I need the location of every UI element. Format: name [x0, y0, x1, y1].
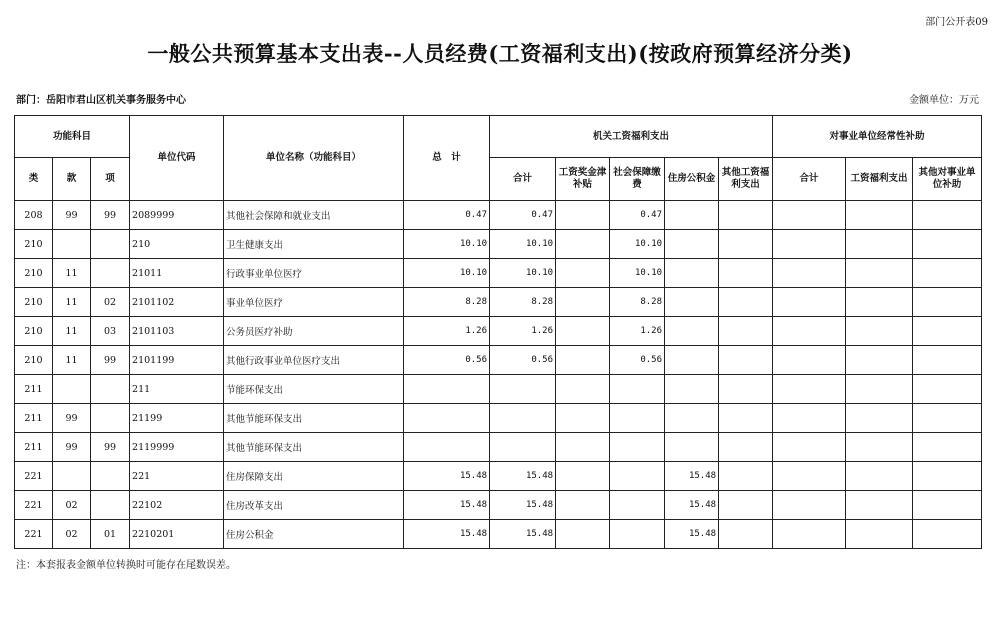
cell-name: 其他节能环保支出: [224, 404, 404, 433]
cell-agency-other: [719, 433, 773, 462]
cell-agency-wage: [556, 288, 610, 317]
cell-agency-other: [719, 317, 773, 346]
table-row: [15, 520, 982, 549]
page-title: 一般公共预算基本支出表--人员经费(工资福利支出)(按政府预算经济分类): [147, 41, 853, 66]
table-row: [15, 201, 982, 230]
cell-agency-housing: [665, 317, 719, 346]
cell-kuan: 11: [53, 259, 91, 288]
cell-total: 8.28: [404, 288, 490, 317]
cell-total: 0.47: [404, 201, 490, 230]
cell-subsidy-wage: [846, 433, 913, 462]
cell-agency-other: [719, 491, 773, 520]
cell-name: 行政事业单位医疗: [224, 259, 404, 288]
table-row: [15, 404, 982, 433]
table-row: [15, 433, 982, 462]
cell-kuan: 99: [53, 433, 91, 462]
cell-agency-social: [610, 404, 665, 433]
header-subsidy-other: 其他对事业单位补助: [913, 158, 982, 201]
cell-agency-social: [610, 520, 665, 549]
cell-subsidy-wage: [846, 375, 913, 404]
cell-agency-sum: 15.48: [490, 520, 556, 549]
table-row: [15, 230, 982, 259]
cell-subsidy-wage: [846, 259, 913, 288]
cell-agency-wage: [556, 259, 610, 288]
cell-agency-social: 10.10: [610, 230, 665, 259]
cell-lei: 211: [15, 375, 53, 404]
cell-agency-housing: [665, 375, 719, 404]
cell-lei: 208: [15, 201, 53, 230]
cell-subsidy-other: [913, 462, 982, 491]
cell-subsidy-wage: [846, 317, 913, 346]
cell-agency-wage: [556, 462, 610, 491]
cell-subsidy-sum: [773, 230, 846, 259]
cell-agency-other: [719, 288, 773, 317]
cell-agency-wage: [556, 433, 610, 462]
header-subsidy-sum: 合计: [773, 158, 846, 201]
cell-agency-housing: [665, 346, 719, 375]
cell-agency-other: [719, 346, 773, 375]
cell-lei: 210: [15, 259, 53, 288]
cell-agency-housing: [665, 404, 719, 433]
header-agency-other: 其他工资福利支出: [719, 158, 773, 201]
cell-subsidy-other: [913, 433, 982, 462]
cell-total: 15.48: [404, 520, 490, 549]
table-body: [15, 201, 982, 549]
cell-agency-sum: [490, 433, 556, 462]
cell-total: [404, 404, 490, 433]
table-row: [15, 259, 982, 288]
cell-kuan: 99: [53, 404, 91, 433]
cell-name: 节能环保支出: [224, 375, 404, 404]
cell-xiang: 99: [91, 433, 130, 462]
cell-name: 住房保障支出: [224, 462, 404, 491]
cell-agency-social: [610, 433, 665, 462]
header-kuan: 款: [53, 158, 91, 201]
cell-xiang: [91, 462, 130, 491]
table-row: [15, 288, 982, 317]
cell-code: 2119999: [130, 433, 224, 462]
cell-subsidy-sum: [773, 317, 846, 346]
cell-kuan: 02: [53, 491, 91, 520]
cell-kuan: 11: [53, 288, 91, 317]
amount-unit-label: 金额单位：万元: [909, 95, 979, 106]
cell-agency-other: [719, 404, 773, 433]
cell-agency-other: [719, 462, 773, 491]
header-subsidy-wage: 工资福利支出: [846, 158, 913, 201]
cell-total: 10.10: [404, 259, 490, 288]
cell-total: 10.10: [404, 230, 490, 259]
cell-agency-other: [719, 230, 773, 259]
cell-agency-sum: 0.47: [490, 201, 556, 230]
cell-xiang: [91, 230, 130, 259]
cell-agency-wage: [556, 230, 610, 259]
cell-subsidy-other: [913, 230, 982, 259]
cell-subsidy-sum: [773, 404, 846, 433]
cell-total: 1.26: [404, 317, 490, 346]
cell-xiang: [91, 491, 130, 520]
cell-agency-other: [719, 375, 773, 404]
cell-subsidy-other: [913, 346, 982, 375]
cell-agency-other: [719, 259, 773, 288]
cell-subsidy-wage: [846, 404, 913, 433]
cell-subsidy-sum: [773, 259, 846, 288]
cell-agency-sum: 8.28: [490, 288, 556, 317]
cell-code: 2101199: [130, 346, 224, 375]
header-total: 总 计: [404, 116, 490, 201]
cell-agency-other: [719, 201, 773, 230]
cell-lei: 221: [15, 491, 53, 520]
header-agency-welfare: 机关工资福利支出: [490, 116, 773, 158]
cell-kuan: [53, 230, 91, 259]
cell-code: 2101102: [130, 288, 224, 317]
cell-code: 2210201: [130, 520, 224, 549]
cell-xiang: 03: [91, 317, 130, 346]
cell-code: 211: [130, 375, 224, 404]
header-unit-name: 单位名称（功能科目）: [224, 116, 404, 201]
cell-subsidy-sum: [773, 462, 846, 491]
table-row: [15, 462, 982, 491]
cell-kuan: 11: [53, 346, 91, 375]
cell-name: 公务员医疗补助: [224, 317, 404, 346]
cell-name: 事业单位医疗: [224, 288, 404, 317]
cell-kuan: 02: [53, 520, 91, 549]
cell-xiang: 99: [91, 346, 130, 375]
cell-agency-housing: [665, 230, 719, 259]
cell-name: 其他节能环保支出: [224, 433, 404, 462]
header-agency-housing: 住房公积金: [665, 158, 719, 201]
cell-xiang: [91, 259, 130, 288]
cell-kuan: [53, 462, 91, 491]
header-function-subject: 功能科目: [15, 116, 130, 158]
cell-agency-wage: [556, 520, 610, 549]
table-number-label: 部门公开表09: [925, 17, 988, 28]
cell-code: 22102: [130, 491, 224, 520]
cell-subsidy-other: [913, 520, 982, 549]
cell-subsidy-other: [913, 491, 982, 520]
cell-name: 其他行政事业单位医疗支出: [224, 346, 404, 375]
cell-name: 住房改革支出: [224, 491, 404, 520]
cell-subsidy-sum: [773, 201, 846, 230]
cell-kuan: [53, 375, 91, 404]
cell-subsidy-sum: [773, 346, 846, 375]
cell-agency-social: 0.47: [610, 201, 665, 230]
cell-kuan: 99: [53, 201, 91, 230]
cell-subsidy-wage: [846, 462, 913, 491]
header-lei: 类: [15, 158, 53, 201]
cell-agency-sum: [490, 404, 556, 433]
cell-agency-social: 1.26: [610, 317, 665, 346]
cell-code: 2089999: [130, 201, 224, 230]
table-row: [15, 346, 982, 375]
cell-agency-wage: [556, 404, 610, 433]
cell-xiang: [91, 375, 130, 404]
cell-agency-housing: [665, 201, 719, 230]
cell-agency-social: [610, 491, 665, 520]
cell-lei: 221: [15, 462, 53, 491]
cell-agency-housing: 15.48: [665, 462, 719, 491]
cell-agency-sum: 0.56: [490, 346, 556, 375]
cell-agency-housing: [665, 259, 719, 288]
cell-agency-wage: [556, 201, 610, 230]
header-agency-sum: 合计: [490, 158, 556, 201]
cell-agency-housing: [665, 288, 719, 317]
cell-subsidy-other: [913, 201, 982, 230]
cell-name: 住房公积金: [224, 520, 404, 549]
cell-lei: 210: [15, 317, 53, 346]
cell-subsidy-wage: [846, 491, 913, 520]
table-row: [15, 491, 982, 520]
cell-subsidy-other: [913, 259, 982, 288]
cell-subsidy-other: [913, 375, 982, 404]
cell-agency-social: 8.28: [610, 288, 665, 317]
cell-agency-housing: 15.48: [665, 491, 719, 520]
cell-xiang: 02: [91, 288, 130, 317]
header-xiang: 项: [91, 158, 130, 201]
cell-agency-wage: [556, 375, 610, 404]
cell-lei: 211: [15, 433, 53, 462]
cell-subsidy-sum: [773, 375, 846, 404]
cell-agency-sum: 15.48: [490, 462, 556, 491]
cell-subsidy-sum: [773, 491, 846, 520]
cell-kuan: 11: [53, 317, 91, 346]
cell-lei: 210: [15, 230, 53, 259]
cell-xiang: [91, 404, 130, 433]
cell-agency-sum: [490, 375, 556, 404]
cell-xiang: 99: [91, 201, 130, 230]
cell-lei: 221: [15, 520, 53, 549]
cell-code: 221: [130, 462, 224, 491]
cell-agency-sum: 10.10: [490, 259, 556, 288]
cell-agency-social: [610, 375, 665, 404]
cell-lei: 210: [15, 288, 53, 317]
cell-agency-social: 10.10: [610, 259, 665, 288]
header-unit-code: 单位代码: [130, 116, 224, 201]
cell-agency-housing: 15.48: [665, 520, 719, 549]
cell-subsidy-sum: [773, 433, 846, 462]
cell-lei: 210: [15, 346, 53, 375]
cell-agency-wage: [556, 491, 610, 520]
cell-agency-housing: [665, 433, 719, 462]
cell-code: 2101103: [130, 317, 224, 346]
department-label: 部门：岳阳市君山区机关事务服务中心: [16, 95, 186, 106]
cell-agency-social: 0.56: [610, 346, 665, 375]
cell-total: [404, 433, 490, 462]
footnote: 注：本套报表金额单位转换时可能存在尾数误差。: [16, 560, 236, 571]
cell-total: [404, 375, 490, 404]
cell-subsidy-wage: [846, 288, 913, 317]
cell-subsidy-wage: [846, 201, 913, 230]
cell-subsidy-wage: [846, 520, 913, 549]
cell-agency-wage: [556, 346, 610, 375]
cell-lei: 211: [15, 404, 53, 433]
table-row: [15, 375, 982, 404]
cell-name: 其他社会保障和就业支出: [224, 201, 404, 230]
cell-agency-wage: [556, 317, 610, 346]
cell-total: 15.48: [404, 491, 490, 520]
cell-code: 21011: [130, 259, 224, 288]
cell-subsidy-wage: [846, 346, 913, 375]
cell-total: 15.48: [404, 462, 490, 491]
cell-subsidy-other: [913, 288, 982, 317]
table-row: [15, 317, 982, 346]
cell-agency-sum: 1.26: [490, 317, 556, 346]
header-agency-social: 社会保障缴费: [610, 158, 665, 201]
cell-xiang: 01: [91, 520, 130, 549]
cell-total: 0.56: [404, 346, 490, 375]
cell-code: 21199: [130, 404, 224, 433]
cell-subsidy-wage: [846, 230, 913, 259]
header-institution-subsidy: 对事业单位经常性补助: [773, 116, 982, 158]
cell-subsidy-sum: [773, 520, 846, 549]
cell-agency-other: [719, 520, 773, 549]
header-agency-wage: 工资奖金津补贴: [556, 158, 610, 201]
cell-subsidy-other: [913, 404, 982, 433]
cell-agency-sum: 10.10: [490, 230, 556, 259]
cell-subsidy-other: [913, 317, 982, 346]
cell-code: 210: [130, 230, 224, 259]
cell-agency-sum: 15.48: [490, 491, 556, 520]
budget-table: [14, 115, 982, 549]
cell-agency-social: [610, 462, 665, 491]
cell-name: 卫生健康支出: [224, 230, 404, 259]
cell-subsidy-sum: [773, 288, 846, 317]
